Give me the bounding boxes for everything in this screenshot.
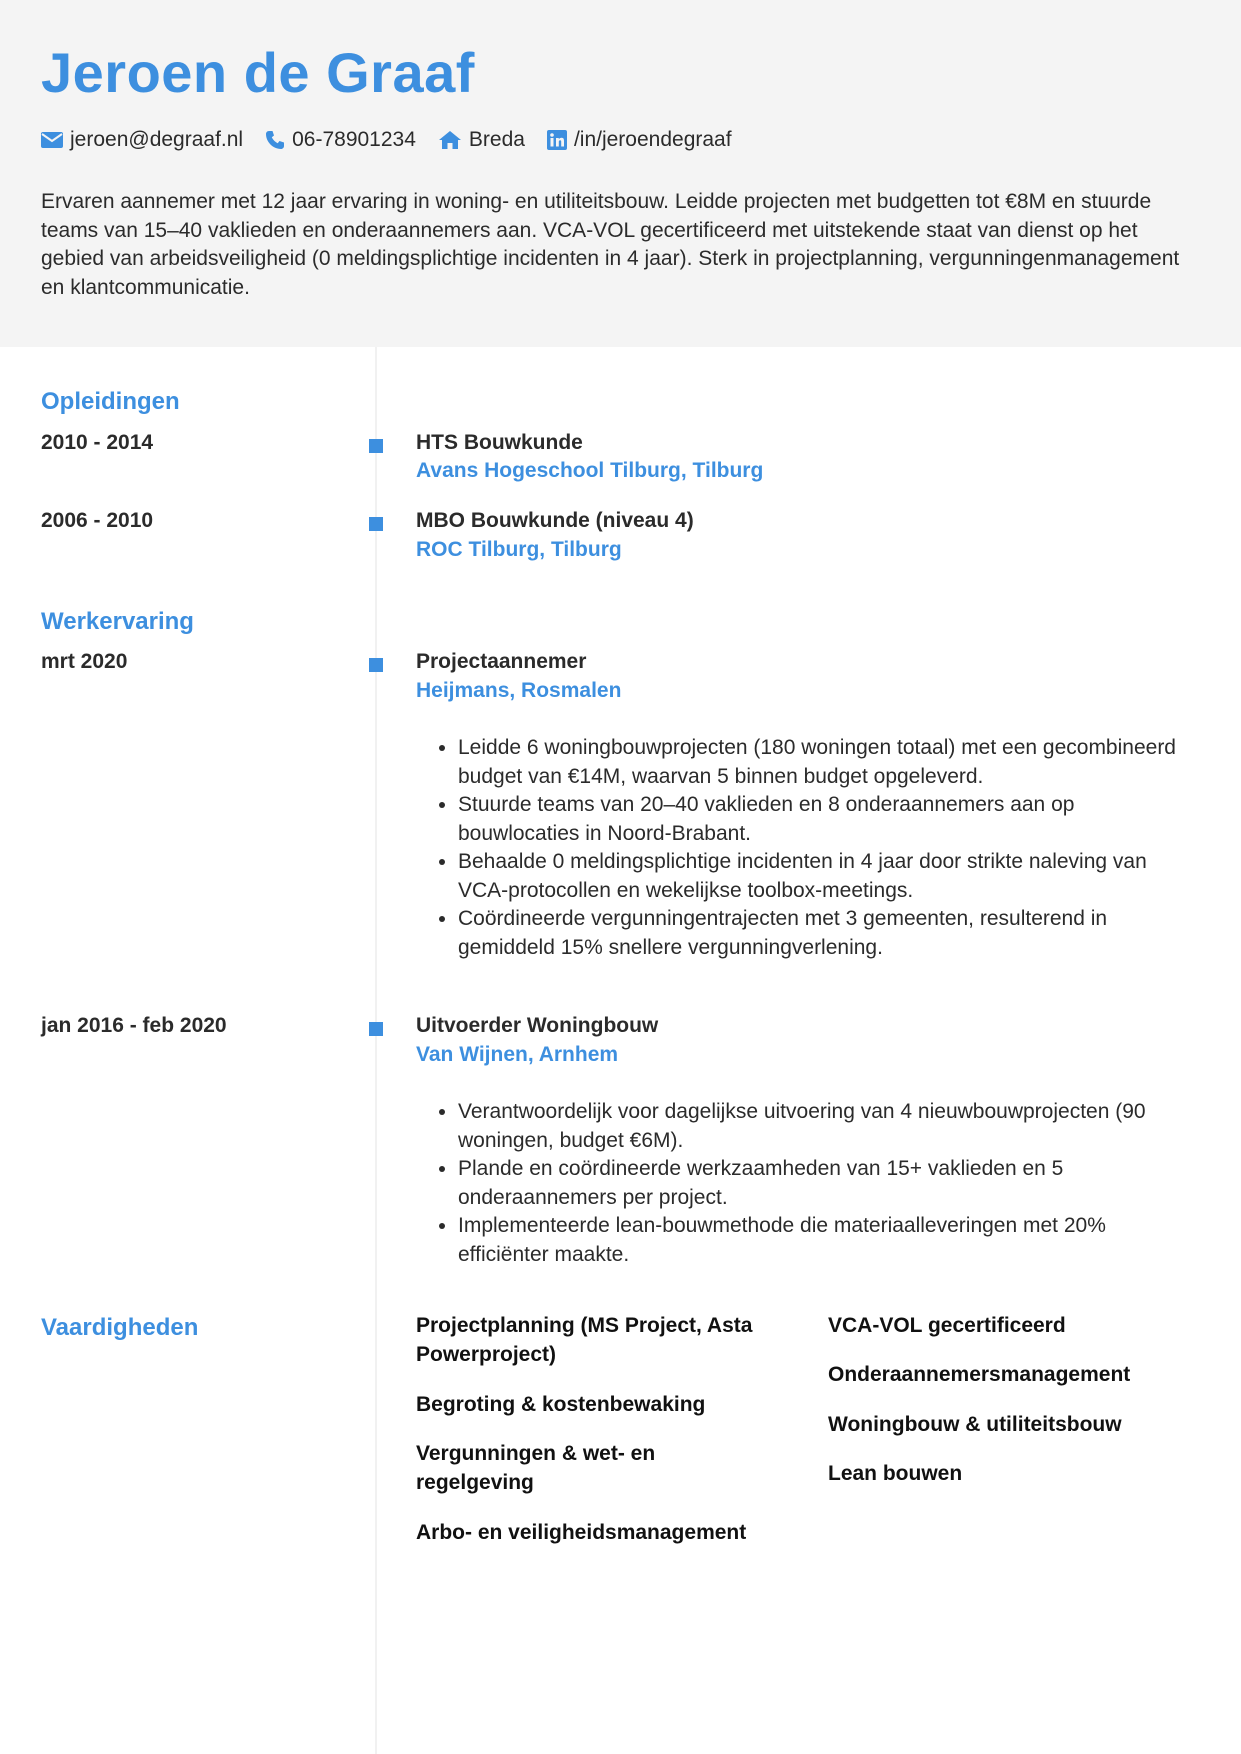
list-item: • Verantwoordelijk voor dagelijkse uitvoering van 4 nieuwbouwprojecten (90 woningen, budget €6M).	[458, 1098, 1186, 1155]
skill-item: Vergunningen & wet- en regelgeving	[416, 1442, 656, 1494]
timeline-marker	[369, 517, 383, 531]
education-school: ROC Tilburg, Tilburg	[416, 538, 622, 561]
education-date: 2010 - 2014	[41, 431, 154, 454]
email-text: jeroen@degraaf.nl	[70, 128, 244, 151]
list-item: • Leidde 6 woningbouwprojecten (180 woningen totaal) met een gecombineerd budget van €14M, waarvan 5 binnen budget opgeleverd.	[458, 734, 1186, 791]
header-panel	[0, 0, 1241, 347]
section-title-education: Opleidingen	[41, 388, 180, 415]
experience-bullets	[416, 734, 1186, 962]
skill-item: Arbo- en veiligheidsmanagement	[416, 1521, 747, 1544]
list-item: • Plande en coördineerde werkzaamheden van 15+ vaklieden en 5 onderaannemers per project.	[458, 1155, 1186, 1212]
section-title-experience: Werkervaring	[41, 608, 194, 635]
skill-item: VCA-VOL gecertificeerd	[828, 1314, 1066, 1337]
list-item: • Behaalde 0 meldingsplichtige incidenten in 4 jaar door strikte naleving van VCA-protocollen en wekelijkse toolbox-meetings.	[458, 848, 1186, 905]
envelope-icon	[41, 132, 63, 148]
phone-text: 06-78901234	[292, 128, 416, 151]
skill-item: Projectplanning (MS Project, Asta Powerproject)	[416, 1314, 753, 1366]
timeline-marker	[369, 658, 383, 672]
linkedin-text: /in/jeroendegraaf	[573, 128, 732, 151]
experience-role: Uitvoerder Woningbouw	[416, 1014, 659, 1037]
experience-bullets	[416, 1098, 1186, 1269]
timeline-marker	[369, 1022, 383, 1036]
experience-company: Van Wijnen, Arnhem	[416, 1043, 619, 1066]
experience-company: Heijmans, Rosmalen	[416, 679, 622, 702]
linkedin-icon	[547, 130, 567, 150]
skill-item: Woningbouw & utiliteitsbouw	[828, 1413, 1122, 1436]
contact-linkedin[interactable]	[547, 128, 732, 152]
list-item: • Stuurde teams van 20–40 vaklieden en 8 onderaannemers aan op bouwlocaties in Noord-Brabant.	[458, 791, 1186, 848]
education-school: Avans Hogeschool Tilburg, Tilburg	[416, 459, 764, 482]
contact-location	[438, 128, 525, 152]
list-item: • Implementeerde lean-bouwmethode die materiaalleveringen met 20% efficiënter maakte.	[458, 1212, 1186, 1269]
experience-date: jan 2016 - feb 2020	[41, 1014, 227, 1037]
contact-bar	[41, 128, 754, 152]
location-text: Breda	[468, 128, 525, 151]
skill-item: Onderaannemersmanagement	[828, 1363, 1131, 1386]
candidate-name: Jeroen de Graaf	[41, 41, 475, 104]
experience-role: Projectaannemer	[416, 650, 587, 673]
contact-phone[interactable]	[265, 128, 416, 152]
list-item: • Coördineerde vergunningentrajecten met 3 gemeenten, resulterend in gemiddeld 15% snellere vergunningverlening.	[458, 905, 1186, 962]
profile-summary: Ervaren aannemer met 12 jaar ervaring in woning- en utiliteitsbouw. Leidde projecten met budgetten tot €8M en stuurde teams van 15–40 vaklieden en onderaannemers aan. VCA-VOL gecertificeerd met uitstekende staat van dienst op het gebied van arbeidsveiligheid (0 meldingsplichtige incidenten in 4 jaar). Sterk in projectplanning, vergunningenmanagement en klantcommunicatie.	[41, 190, 1180, 299]
education-degree: HTS Bouwkunde	[416, 431, 583, 454]
education-date: 2006 - 2010	[41, 509, 154, 532]
column-divider	[375, 347, 377, 1754]
skill-item: Begroting & kostenbewaking	[416, 1393, 706, 1416]
education-degree: MBO Bouwkunde (niveau 4)	[416, 509, 694, 532]
home-icon	[438, 130, 462, 150]
timeline-marker	[369, 439, 383, 453]
phone-icon	[265, 130, 285, 150]
section-title-skills: Vaardigheden	[41, 1314, 199, 1341]
contact-email[interactable]	[41, 128, 243, 152]
skill-item: Lean bouwen	[828, 1462, 963, 1485]
experience-date: mrt 2020	[41, 650, 128, 673]
